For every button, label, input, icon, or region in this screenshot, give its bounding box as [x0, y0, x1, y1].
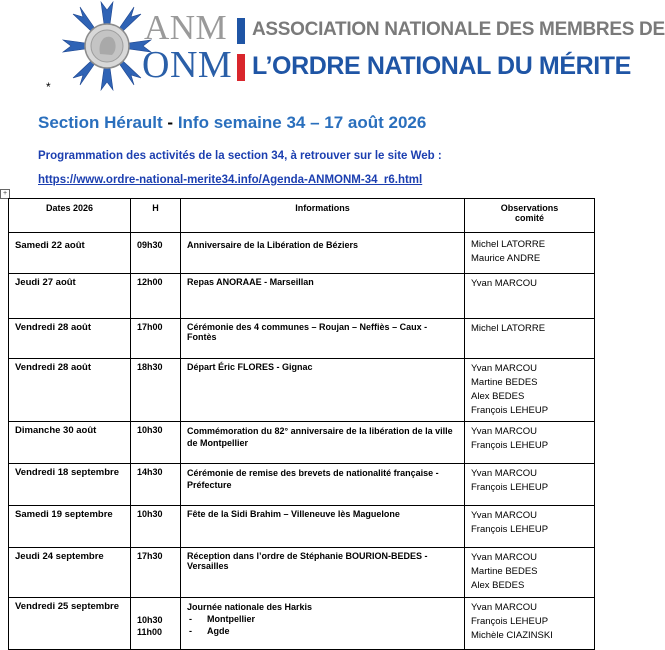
row-hour: 14h30: [131, 464, 181, 506]
page-title: [38, 113, 426, 133]
row-hour: 17h30: [131, 548, 181, 598]
header-info: Informations: [181, 199, 465, 233]
row-observations: [465, 422, 595, 464]
agenda-link[interactable]: https://www.ordre-national-merite34.info/Agenda-ANMONM-34_r6.html: [38, 174, 423, 186]
table-row: [9, 359, 595, 422]
obs-name: Yvan MARCOU: [471, 552, 537, 563]
obs-name: Michel LATORRE: [471, 239, 546, 250]
list-item-text: Montpellier: [207, 614, 256, 624]
week-info: Info semaine 34 – 17 août 2026: [177, 113, 427, 132]
table-row: [9, 233, 595, 274]
obs-name: Michèle CIAZINSKI: [471, 630, 553, 641]
row-date: Dimanche 30 août: [9, 422, 131, 464]
list-bullet: -: [189, 626, 192, 636]
onm-acronym: ONM: [142, 44, 233, 86]
obs-name: Yvan MARCOU: [471, 602, 537, 613]
title-dash: -: [162, 113, 178, 132]
list-item: [187, 625, 458, 637]
row-observations: [465, 598, 595, 650]
row-hour: 18h30: [131, 359, 181, 422]
list-item-text: Agde: [207, 626, 230, 636]
obs-name: Yvan MARCOU: [471, 510, 537, 521]
program-intro: Programmation des activités de la section 34, à retrouver sur le site Web :: [38, 150, 442, 162]
row-date: Samedi 22 août: [9, 233, 131, 274]
row-date: Vendredi 28 août: [9, 359, 131, 422]
association-name-line1: ASSOCIATION NATIONALE DES MEMBRES DE: [252, 19, 665, 40]
row-hours: [131, 598, 181, 650]
row-date: Samedi 19 septembre: [9, 506, 131, 548]
obs-name: François LEHEUP: [471, 524, 549, 535]
obs-name: Yvan MARCOU: [471, 363, 537, 374]
row-date: Vendredi 18 septembre: [9, 464, 131, 506]
row-observations: [465, 359, 595, 422]
row-observations: [465, 506, 595, 548]
obs-name: Alex BEDES: [471, 391, 525, 402]
row-info: Réception dans l’ordre de Stéphanie BOURION-BEDES - Versailles: [181, 548, 465, 598]
header-obs-line1: Observations: [500, 203, 559, 213]
row-info: Cérémonie de remise des brevets de nationalité française - Préfecture: [181, 464, 465, 506]
order-medal-logo: [62, 0, 152, 92]
row-observations: [465, 464, 595, 506]
row-observations: [465, 548, 595, 598]
obs-name: François LEHEUP: [471, 482, 549, 493]
table-row: [9, 422, 595, 464]
table-row: [9, 319, 595, 359]
header-obs-line2: comité: [514, 213, 544, 223]
footnote-star: *: [46, 80, 51, 94]
obs-name: François LEHEUP: [471, 440, 549, 451]
row-observations: [465, 319, 595, 359]
row-info: Départ Éric FLORES - Gignac: [181, 359, 465, 422]
table-row: [9, 274, 595, 319]
table-row: [9, 464, 595, 506]
row-date: Vendredi 28 août: [9, 319, 131, 359]
row-hour: 17h00: [131, 319, 181, 359]
row-hour: 10h30: [131, 506, 181, 548]
table-move-handle-icon[interactable]: +: [0, 189, 10, 199]
flag-red-bar: [237, 54, 245, 81]
obs-name: François LEHEUP: [471, 405, 549, 416]
row-info: Fête de la Sidi Brahim – Villeneuve lès Maguelone: [181, 506, 465, 548]
table-header-row: [9, 199, 595, 233]
obs-name: Alex BEDES: [471, 580, 525, 591]
row-hour: 09h30: [131, 233, 181, 274]
table-row: [9, 598, 595, 650]
obs-name: Yvan MARCOU: [471, 426, 537, 437]
row-info: [181, 598, 465, 650]
row-info: Anniversaire de la Libération de Béziers: [181, 233, 465, 274]
row-hour: 10h30: [137, 615, 163, 625]
row-hour: 11h00: [137, 627, 163, 637]
row-info-title: Journée nationale des Harkis: [187, 602, 313, 612]
row-info: Cérémonie des 4 communes – Roujan – Neffiès – Caux - Fontès: [181, 319, 465, 359]
flag-blue-bar: [237, 18, 245, 44]
table-row: [9, 506, 595, 548]
agenda-table: [8, 198, 595, 650]
row-date: Vendredi 25 septembre: [9, 598, 131, 650]
obs-name: Yvan MARCOU: [471, 278, 537, 289]
row-info: Commémoration du 82° anniversaire de la libération de la ville de Montpellier: [181, 422, 465, 464]
header-hour: H: [131, 199, 181, 233]
row-observations: [465, 274, 595, 319]
row-info: Repas ANORAAE - Marseillan: [181, 274, 465, 319]
anm-acronym: ANM: [144, 8, 228, 47]
row-date: Jeudi 24 septembre: [9, 548, 131, 598]
row-hour: 12h00: [131, 274, 181, 319]
row-hour: 10h30: [131, 422, 181, 464]
header-dates: Dates 2026: [9, 199, 131, 233]
letterhead: [0, 0, 665, 100]
obs-name: Martine BEDES: [471, 566, 538, 577]
table-row: [9, 548, 595, 598]
association-name-line2: L’ORDRE NATIONAL DU MÉRITE: [252, 52, 631, 80]
section-name: Section Hérault: [38, 113, 163, 132]
list-item: [187, 613, 458, 625]
row-date: Jeudi 27 août: [9, 274, 131, 319]
row-observations: [465, 233, 595, 274]
obs-name: Maurice ANDRE: [471, 253, 541, 264]
obs-name: François LEHEUP: [471, 616, 549, 627]
obs-name: Martine BEDES: [471, 377, 538, 388]
list-bullet: -: [189, 614, 192, 624]
header-observations: [465, 199, 595, 233]
obs-name: Michel LATORRE: [471, 323, 546, 334]
obs-name: Yvan MARCOU: [471, 468, 537, 479]
